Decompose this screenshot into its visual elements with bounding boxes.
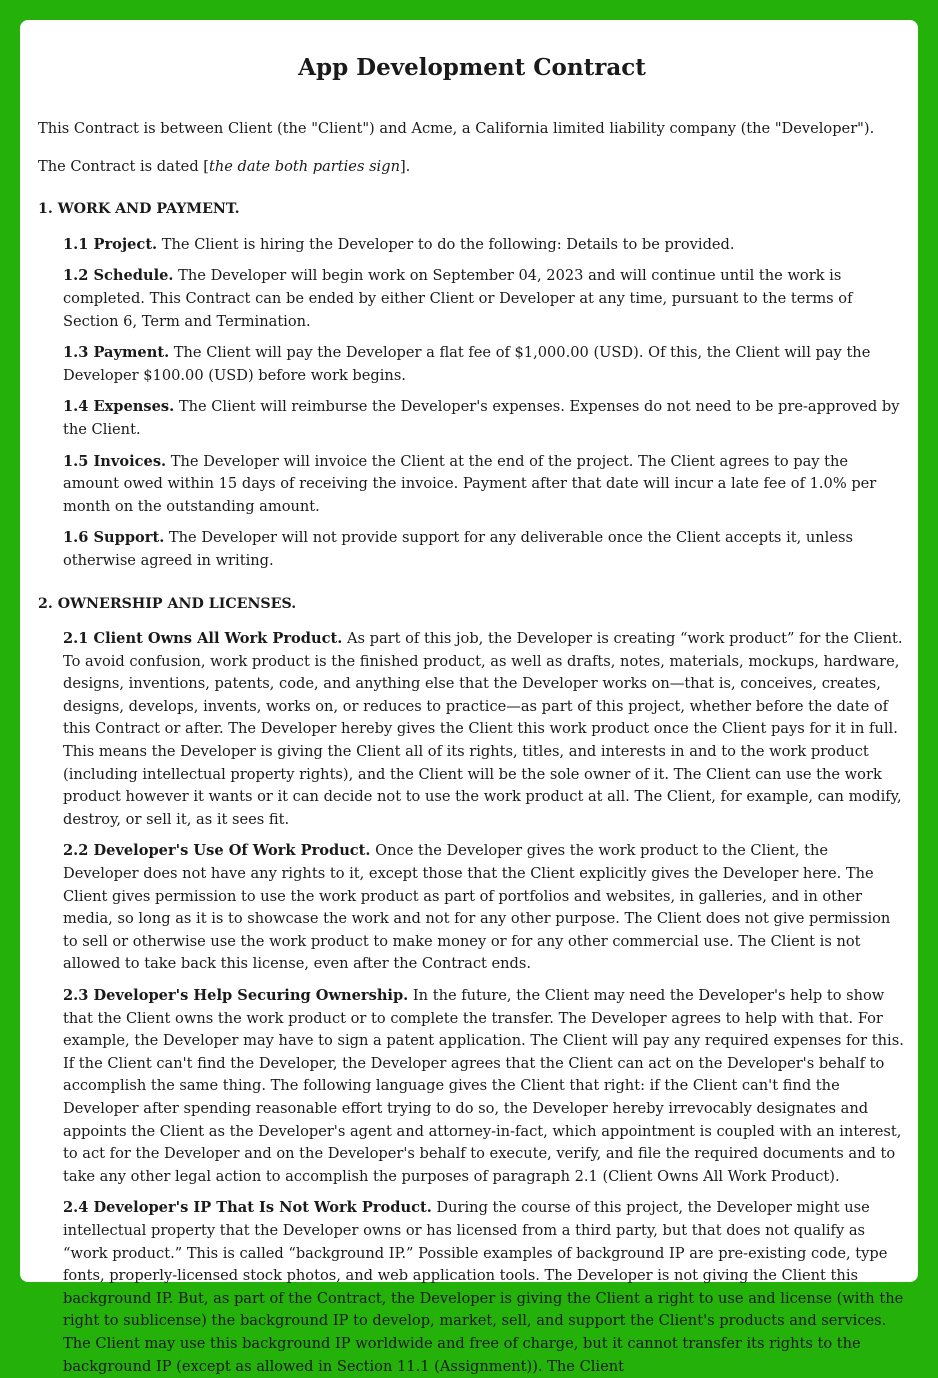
clause-1-6-support (63, 527, 906, 572)
contract-document (20, 20, 918, 1375)
section-heading-work-and-payment: 1. WORK AND PAYMENT. (38, 201, 240, 218)
clause-label: 1.3 Payment. (63, 344, 170, 362)
clause-label: 1.4 Expenses. (63, 398, 175, 416)
dated-placeholder: the date both parties sign (209, 157, 400, 175)
clause-text: The Developer will invoice the Client at the end of the project. The Client agrees to pay the amount owed within 15 days of receiving the invoice. Payment after that date will incur a late fee of 1.0% per month on the outstanding amount. (63, 452, 877, 515)
clause-1-1-project (63, 234, 906, 257)
clause-text: The Client will reimburse the Developer's expenses. Expenses do not need to be pre-approved by the Client. (63, 398, 900, 438)
clause-label: 1.6 Support. (63, 529, 165, 547)
clause-2-3-developer-help-securing-ownership (63, 985, 906, 1188)
clause-label: 2.1 Client Owns All Work Product. (63, 630, 343, 648)
page-title: App Development Contract (298, 54, 646, 81)
clause-label: 2.4 Developer's IP That Is Not Work Product. (63, 1199, 432, 1217)
dated-prefix: The Contract is dated [ (38, 157, 209, 175)
clause-text: As part of this job, the Developer is creating “work product” for the Client. To avoid confusion, work product is the finished product, as well as drafts, notes, materials, mockups, hardware, designs, inventions, patents, code, and anything else that the Developer works on—that is, conceives, creates, designs, develops, invents, works on, or reduces to practice—as part of this project, whether before the date of this Contract or after. The Developer hereby gives the Client this work product once the Client pays for it in full. This means the Developer is giving the Client all of its rights, titles, and interests in and to the work product (including intellectual property rights), and the Client will be the sole owner of it. The Client can use the work product however it wants or it can decide not to use the work product at all. The Client, for example, can modify, destroy, or sell it, as it sees fit. (63, 630, 903, 828)
clause-label: 2.2 Developer's Use Of Work Product. (63, 842, 371, 860)
clause-text: The Developer will not provide support for any deliverable once the Client accepts it, unless otherwise agreed in writing. (63, 529, 853, 569)
intro-dated (38, 156, 906, 179)
clause-text: The Developer will begin work on September 04, 2023 and will continue until the work is completed. This Contract can be ended by either Client or Developer at any time, pursuant to the terms of Section 6, Term and Termination. (63, 267, 853, 330)
clause-label: 1.2 Schedule. (63, 267, 174, 285)
clause-text: The Client is hiring the Developer to do the following: Details to be provided. (161, 235, 735, 253)
clause-label: 2.3 Developer's Help Securing Ownership. (63, 987, 409, 1004)
clause-2-2-developer-use-of-work-product (63, 840, 906, 976)
dated-suffix: ]. (399, 157, 411, 175)
clause-text: During the course of this project, the Developer might use intellectual property that the Developer owns or has licensed from a third party, but that does not qualify as “work product.” This is called “background IP.” Possible examples of background IP are pre-existing code, type fonts, properly-licensed stock photos, and web application tools. The Developer is not giving the Client this background IP. But, as part of the Contract, the Developer is giving the Client a right to use and license (with the right to sublicense) the background IP to develop, market, sell, and support the Client's products and services. The Client may use this background IP worldwide and free of charge, but it cannot transfer its rights to the background IP (except as allowed in Section 11.1 (Assignment)). The Client (63, 1199, 904, 1375)
clause-label: 1.5 Invoices. (63, 452, 167, 470)
clause-label: 1.1 Project. (63, 235, 158, 253)
clause-text: The Client will pay the Developer a flat fee of $1,000.00 (USD). Of this, the Client will pay the Developer $100.00 (USD) before work begins. (63, 344, 871, 384)
clause-text: In the future, the Client may need the Developer's help to show that the Client owns the work product or to complete the transfer. The Developer agrees to help with that. For example, the Developer may have to sign a patent application. The Client will pay any required expenses for this. If the Client can't find the Developer, the Developer agrees that the Client can act on the Developer's behalf to accomplish the same thing. The following language gives the Client that right: if the Client can't find the Developer after spending reasonable effort trying to do so, the Developer hereby irrevocably designates and appoints the Client as the Developer's agent and attorney-in-fact, which appointment is coupled with an interest, to act for the Developer and on the Developer's behalf to execute, verify, and file the required documents and to take any other legal action to accomplish the purposes of paragraph 2.1 (Client Owns All Work Product). (63, 987, 904, 1185)
clause-2-1-client-owns-work-product (63, 628, 906, 831)
clause-1-3-payment (63, 342, 906, 387)
section-heading-ownership-and-licenses: 2. OWNERSHIP AND LICENSES. (38, 595, 297, 612)
clause-text: Once the Developer gives the work product to the Client, the Developer does not have any rights to it, except those that the Client explicitly gives the Developer here. The Client gives permission to use the work product as part of portfolios and websites, in galleries, and in other media, so long as it is to showcase the work and not for any other purpose. The Client does not give permission to sell or otherwise use the work product to make money or for any other commercial use. The Client is not allowed to take back this license, even after the Contract ends. (63, 842, 891, 973)
clause-1-5-invoices (63, 451, 906, 519)
clause-2-4-developer-ip-not-work-product (63, 1197, 906, 1378)
clause-1-4-expenses (63, 396, 906, 441)
intro-parties: This Contract is between Client (the "Client") and Acme, a California limited liability company (the "Developer"). (38, 120, 875, 137)
clause-1-2-schedule (63, 265, 906, 333)
